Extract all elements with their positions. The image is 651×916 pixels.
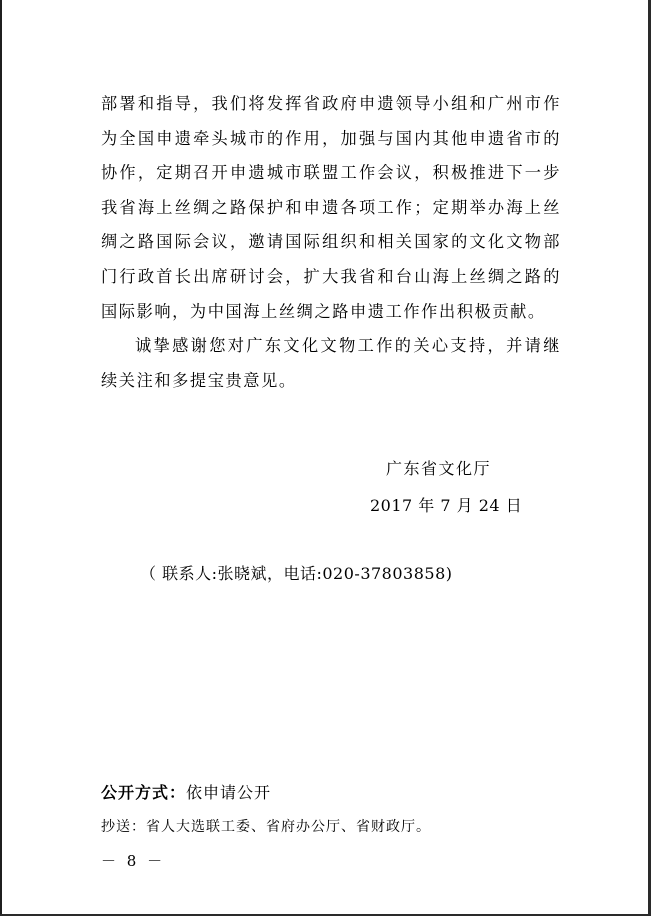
signature-organization: 广东省文化厅 (386, 459, 492, 478)
letter-body (101, 87, 561, 398)
signature-date: 2017 年 7 月 24 日 (370, 496, 523, 515)
body-paragraph-2: 诚挚感谢您对广东文化文物工作的关心支持，并请继续关注和多提宝贵意见。 (101, 336, 561, 390)
disclosure-label: 公开方式： (101, 783, 187, 802)
disclosure-method (101, 780, 271, 803)
contact-info: （ 联系人:张晓斌，电话:020-37803858) (140, 564, 453, 583)
viewer-left-edge (0, 0, 2, 916)
disclosure-value: 依申请公开 (186, 783, 272, 802)
cc-line: 抄送：省人大选联工委、省府办公厅、省财政厅。 (101, 819, 431, 835)
page-number: － 8 － (101, 852, 166, 870)
body-paragraph-1: 部署和指导，我们将发挥省政府申遗领导小组和广州市作为全国申遗牵头城市的作用，加强与国内其他申遗省市的协作，定期召开申遗城市联盟工作会议，积极推进下一步我省海上丝绸之路保护和申遗各项工作；定期举办海上丝绸之路国际会议，邀请国际组织和相关国家的文化文物部门行政首长出席研讨会，扩大我省和台山海上丝绸之路的国际影响，为中国海上丝绸之路申遗工作作出积极贡献。 (101, 94, 561, 321)
